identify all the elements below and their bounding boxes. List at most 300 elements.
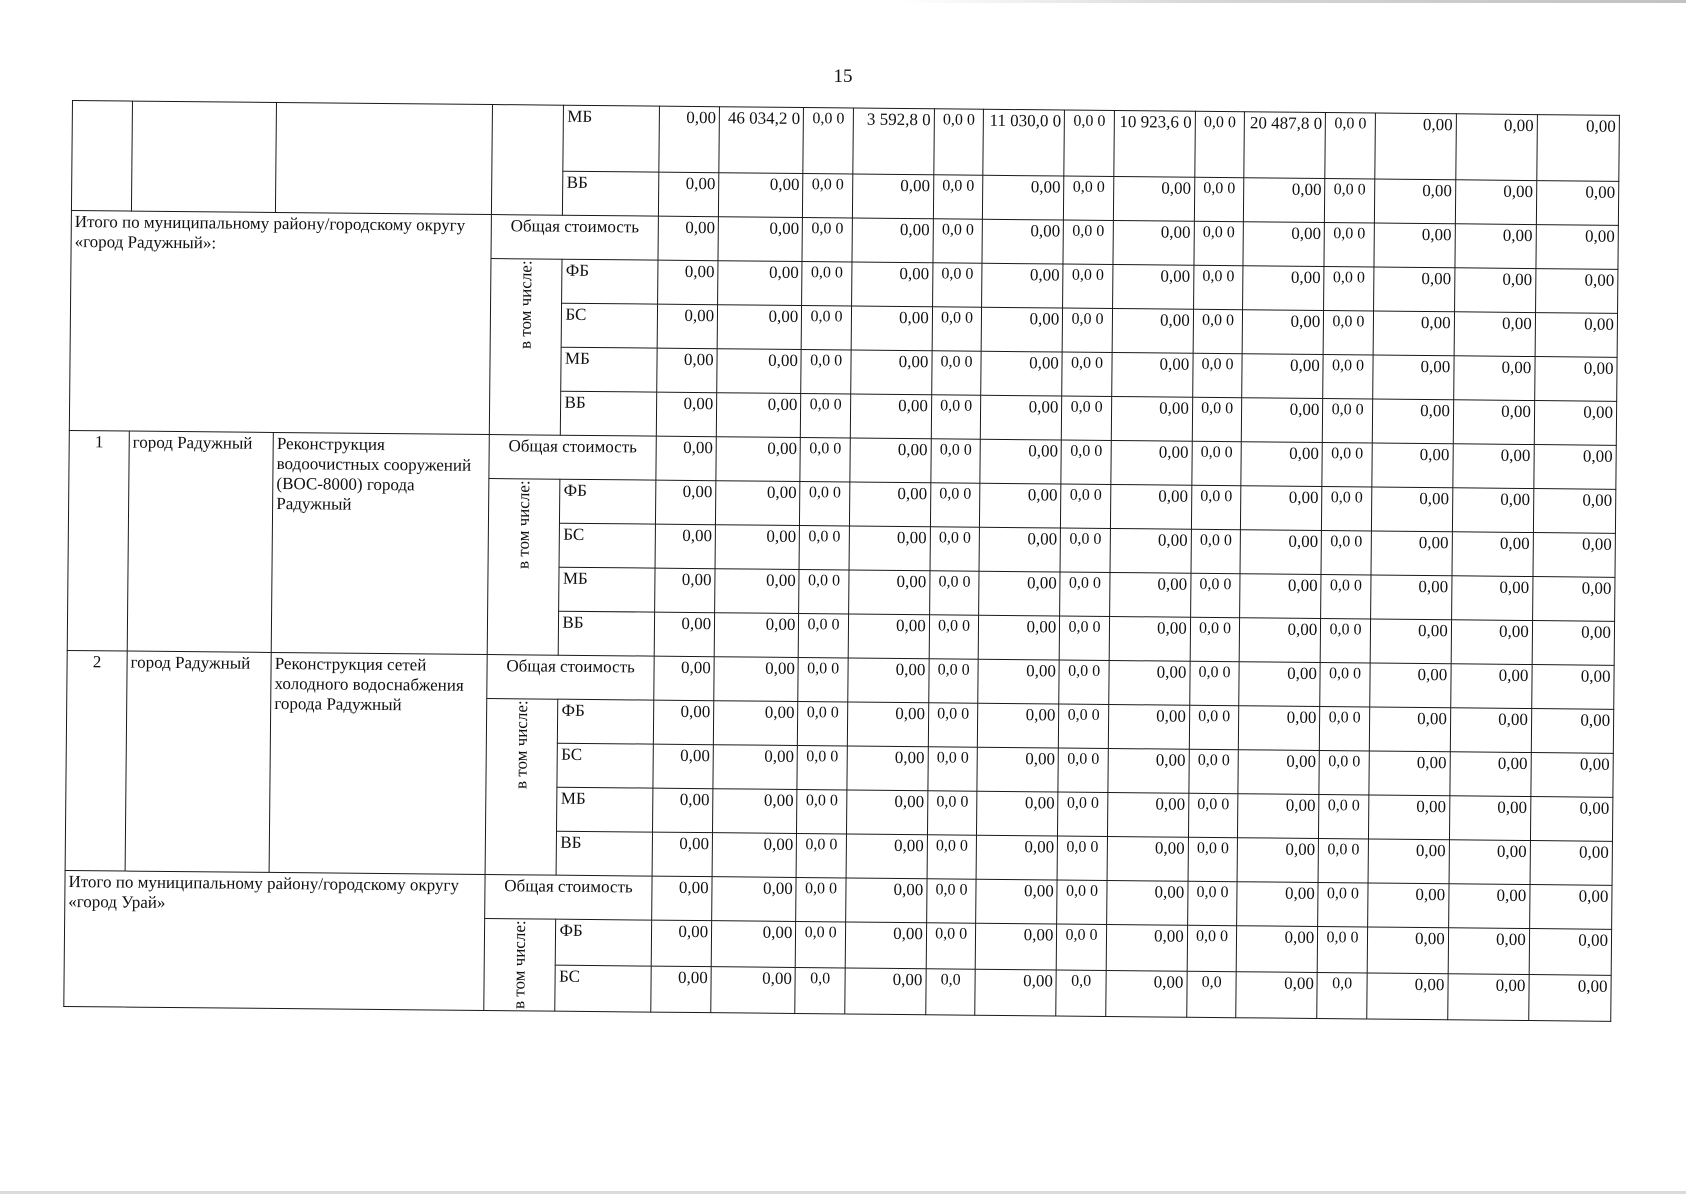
value-cell: 0,00 [658, 260, 718, 305]
value-cell: 0,0 0 [1317, 926, 1367, 972]
value-cell: 0,00 [1454, 268, 1535, 313]
value-cell: 0,00 [1238, 794, 1319, 839]
value-cell: 0,00 [1243, 266, 1324, 311]
value-cell: 0,00 [1374, 179, 1455, 224]
value-cell: 0,00 [1535, 313, 1618, 358]
value-cell: 0,00 [657, 348, 717, 393]
value-cell: 0,0 0 [932, 351, 982, 395]
value-cell: 0,0 0 [800, 438, 850, 482]
value-cell: 0,00 [1372, 399, 1453, 444]
value-cell: 0,00 [657, 304, 717, 349]
value-cell: 0,00 [653, 744, 713, 789]
value-cell: 0,00 [845, 968, 926, 1015]
source-label: БС [557, 743, 653, 788]
value-cell: 0,00 [717, 349, 802, 394]
value-cell: 0,0 0 [797, 745, 847, 789]
value-cell: 0,00 [1370, 619, 1451, 664]
value-cell: 0,0 0 [1062, 308, 1112, 352]
value-cell: 0,00 [654, 700, 714, 745]
value-cell: 0,00 [1455, 180, 1536, 225]
value-cell: 0,00 [1535, 357, 1618, 402]
value-cell: 0,00 [1242, 354, 1323, 399]
value-cell: 0,0 0 [798, 658, 848, 702]
value-cell: 0,00 [1535, 269, 1618, 314]
source-label: ФБ [562, 259, 658, 304]
value-cell: 0,00 [1532, 621, 1615, 666]
value-cell: 0,00 [651, 920, 711, 966]
value-cell: 0,0 0 [1190, 617, 1240, 661]
value-cell: 0,00 [1371, 531, 1452, 576]
value-cell: 0,0 0 [931, 395, 981, 439]
value-cell: 0,00 [711, 966, 796, 1013]
value-cell: 0,00 [1109, 616, 1190, 661]
value-cell: 0,0 0 [1323, 355, 1373, 399]
value-cell: 0,00 [655, 524, 715, 569]
value-cell: 0,00 [851, 262, 932, 307]
value-cell: 0,0 0 [803, 108, 853, 174]
value-cell: 0,0 0 [1192, 397, 1242, 441]
value-cell: 0,0 0 [802, 218, 852, 262]
value-cell: 0,00 [716, 393, 801, 438]
value-cell: 0,0 0 [1193, 265, 1243, 309]
value-cell: 0,0 0 [934, 109, 984, 175]
value-cell: 0,00 [852, 174, 933, 219]
value-cell: 0,0 0 [928, 703, 978, 747]
value-cell: 0,0 0 [926, 923, 976, 969]
value-cell: 0,0 0 [1195, 111, 1245, 177]
total-cost-label: Общая стоимость [487, 655, 655, 701]
value-cell: 0,00 [717, 305, 802, 350]
value-cell: 0,0 0 [1060, 616, 1110, 660]
value-cell: 0,0 0 [796, 921, 846, 967]
value-cell: 0,0 0 [1062, 352, 1112, 396]
value-cell: 0,00 [1533, 533, 1616, 578]
total-cost-label: Общая стоимость [485, 874, 653, 920]
value-cell: 0,00 [657, 392, 717, 437]
value-cell: 0,00 [1367, 927, 1448, 974]
value-cell: 0,00 [1111, 396, 1192, 441]
value-cell: 0,00 [1451, 576, 1532, 621]
value-cell: 0,00 [1108, 704, 1189, 749]
value-cell: 0,00 [718, 261, 803, 306]
source-label: ФБ [556, 919, 652, 966]
value-cell: 0,0 0 [932, 307, 982, 351]
value-cell: 46 034,2 0 [719, 107, 804, 174]
value-cell: 0,00 [850, 438, 931, 483]
value-cell: 0,00 [1530, 797, 1613, 842]
value-cell: 11 030,0 0 [983, 109, 1065, 176]
table-row [72, 101, 1620, 182]
including-label-cell [485, 699, 558, 876]
municipality-name: город Радужный [125, 651, 271, 872]
value-cell: 0,0 0 [1062, 396, 1112, 440]
value-cell: 0,00 [1453, 400, 1534, 445]
value-cell: 0,0 0 [932, 263, 982, 307]
value-cell: 0,00 [976, 879, 1057, 924]
value-cell: 0,00 [1239, 662, 1320, 707]
value-cell: 0,0 0 [1060, 572, 1110, 616]
value-cell: 0,00 [1243, 222, 1324, 267]
source-label: ФБ [560, 479, 656, 524]
value-cell: 0,00 [1448, 928, 1529, 975]
value-cell: 0,00 [1369, 663, 1450, 708]
value-cell: 0,00 [980, 439, 1061, 484]
source-label: БС [555, 965, 651, 1012]
value-cell: 0,0 0 [1191, 529, 1241, 573]
project-name: Реконструкция водоочистных сооружений (ВОС-8000) города Радужный [271, 432, 489, 654]
value-cell: 20 487,8 0 [1244, 112, 1326, 179]
including-label-cell [484, 918, 556, 1010]
value-cell: 0,0 0 [1324, 223, 1374, 267]
value-cell: 0,00 [719, 173, 804, 218]
value-cell: 0,00 [712, 877, 797, 922]
value-cell: 0,0 [1187, 971, 1237, 1017]
value-cell: 0,00 [846, 834, 927, 879]
value-cell: 0,0 0 [1323, 399, 1373, 443]
value-cell: 0,00 [652, 876, 712, 921]
value-cell: 0,0 0 [1058, 792, 1108, 836]
value-cell: 0,00 [712, 833, 797, 878]
value-cell: 0,00 [1237, 882, 1318, 927]
source-label: ФБ [558, 699, 654, 744]
value-cell: 0,00 [846, 790, 927, 835]
value-cell: 0,00 [1450, 752, 1531, 797]
value-cell: 0,0 0 [1060, 528, 1110, 572]
value-cell: 0,00 [980, 483, 1061, 528]
value-cell: 0,0 0 [1193, 309, 1243, 353]
value-cell: 0,00 [981, 395, 1062, 440]
value-cell: 0,00 [1534, 445, 1617, 490]
value-cell: 0,0 0 [1188, 837, 1238, 881]
value-cell: 0,0 0 [1322, 487, 1372, 531]
value-cell: 0,00 [850, 394, 931, 439]
value-cell: 0,00 [849, 526, 930, 571]
budget-table-body [64, 101, 1620, 1021]
including-label: в том числе: [511, 700, 532, 790]
municipality-name: город Радужный [127, 431, 273, 652]
value-cell: 0,00 [1448, 884, 1529, 929]
value-cell: 0,00 [847, 702, 928, 747]
value-cell: 0,00 [1237, 838, 1318, 883]
value-cell: 0,00 [848, 570, 929, 615]
value-cell: 0,0 0 [1191, 485, 1241, 529]
value-cell: 0,0 0 [1325, 179, 1375, 223]
value-cell: 0,00 [1536, 225, 1619, 270]
value-cell: 0,00 [652, 832, 712, 877]
value-cell: 0,0 0 [933, 219, 983, 263]
value-cell: 0,0 0 [1193, 353, 1243, 397]
budget-table [63, 100, 1620, 1021]
value-cell: 0,00 [656, 436, 716, 481]
value-cell: 0,00 [848, 658, 929, 703]
value-cell: 0,00 [1453, 356, 1534, 401]
value-cell: 0,00 [656, 480, 716, 525]
value-cell: 0,00 [1371, 487, 1452, 532]
including-label: в том числе: [513, 480, 534, 570]
total-cost-label: Общая стоимость [491, 215, 659, 261]
source-label: БС [559, 523, 655, 568]
value-cell: 0,00 [1373, 311, 1454, 356]
source-label: МБ [559, 567, 655, 612]
value-cell: 0,00 [1106, 970, 1187, 1017]
value-cell: 0,00 [1107, 836, 1188, 881]
value-cell: 0,00 [1236, 926, 1317, 973]
value-cell: 0,0 0 [1320, 619, 1370, 663]
value-cell: 0,00 [658, 216, 718, 261]
value-cell: 0,0 0 [1318, 839, 1368, 883]
value-cell: 0,0 0 [1057, 924, 1107, 970]
source-label: ВБ [563, 171, 659, 216]
source-label: БС [562, 303, 658, 348]
value-cell: 0,0 0 [1189, 705, 1239, 749]
value-cell: 0,0 0 [802, 306, 852, 350]
value-cell: 0,00 [1532, 665, 1615, 710]
subtotal-label: Итого по муниципальному району/городскому округу «город Урай» [64, 870, 485, 1010]
value-cell: 0,00 [849, 482, 930, 527]
value-cell: 0,00 [713, 745, 798, 790]
including-label: в том числе: [515, 260, 536, 350]
value-cell: 0,0 0 [1320, 663, 1370, 707]
value-cell: 0,00 [714, 613, 799, 658]
value-cell: 0,00 [851, 306, 932, 351]
value-cell: 0,00 [845, 922, 926, 969]
value-cell: 0,0 0 [1063, 264, 1113, 308]
value-cell: 0,00 [1455, 224, 1536, 269]
value-cell: 0,00 [976, 835, 1057, 880]
value-cell: 0,00 [1367, 883, 1448, 928]
value-cell: 0,0 0 [801, 350, 851, 394]
value-cell: 0,0 0 [927, 791, 977, 835]
source-label: МБ [563, 105, 659, 172]
value-cell: 0,0 0 [1194, 177, 1244, 221]
value-cell: 0,0 0 [1321, 531, 1371, 575]
value-cell: 0,0 0 [929, 571, 979, 615]
value-cell: 0,00 [1108, 748, 1189, 793]
source-label: ВБ [559, 611, 655, 656]
value-cell: 0,00 [1368, 795, 1449, 840]
value-cell: 0,0 0 [927, 835, 977, 879]
value-cell: 0,00 [1241, 442, 1322, 487]
value-cell: 0,0 0 [1187, 925, 1237, 971]
value-cell: 0,00 [975, 969, 1056, 1016]
value-cell: 0,00 [1109, 572, 1190, 617]
value-cell: 0,0 0 [799, 526, 849, 570]
value-cell: 0,00 [1113, 177, 1194, 222]
value-cell: 0,00 [715, 569, 800, 614]
value-cell: 0,00 [1529, 885, 1612, 930]
value-cell: 0,00 [1374, 223, 1455, 268]
value-cell: 0,0 0 [796, 833, 846, 877]
value-cell: 0,0 [926, 969, 976, 1015]
value-cell: 0,00 [1529, 929, 1612, 976]
value-cell: 0,00 [1453, 444, 1534, 489]
value-cell: 0,00 [979, 571, 1060, 616]
value-cell: 0,00 [1240, 530, 1321, 575]
value-cell: 0,0 0 [802, 262, 852, 306]
value-cell: 0,00 [1111, 352, 1192, 397]
value-cell: 0,00 [1449, 840, 1530, 885]
value-cell: 0,0 0 [798, 701, 848, 745]
value-cell: 0,00 [979, 527, 1060, 572]
value-cell: 0,0 0 [1057, 880, 1107, 924]
value-cell: 0,00 [713, 789, 798, 834]
value-cell: 0,00 [711, 921, 796, 968]
blank-index-cell [71, 101, 132, 212]
scan-edge-bottom [0, 1191, 1686, 1194]
value-cell: 0,00 [1370, 575, 1451, 620]
value-cell: 0,0 0 [797, 789, 847, 833]
value-cell: 0,0 0 [1061, 484, 1111, 528]
source-label: МБ [557, 787, 653, 832]
value-cell: 0,0 0 [801, 394, 851, 438]
value-cell: 0,00 [1452, 532, 1533, 577]
including-label-cell [487, 479, 560, 656]
value-cell: 0,00 [976, 923, 1057, 970]
value-cell: 0,00 [1536, 181, 1619, 226]
value-cell: 0,00 [716, 437, 801, 482]
value-cell: 10 923,6 0 [1114, 111, 1196, 178]
value-cell: 0,00 [1369, 707, 1450, 752]
value-cell: 0,00 [1244, 178, 1325, 223]
value-cell: 0,00 [1109, 660, 1190, 705]
value-cell: 0,00 [977, 747, 1058, 792]
value-cell: 0,0 0 [1187, 881, 1237, 925]
blank-project-cell [276, 102, 493, 214]
value-cell: 0,0 0 [796, 877, 846, 921]
value-cell: 0,00 [1531, 753, 1614, 798]
value-cell: 0,0 0 [930, 483, 980, 527]
row-index: 2 [65, 650, 127, 871]
value-cell: 0,00 [1450, 708, 1531, 753]
including-label: в том числе: [509, 920, 530, 1010]
value-cell: 0,00 [1242, 310, 1323, 355]
value-cell: 0,0 0 [803, 174, 853, 218]
value-cell: 0,00 [1375, 113, 1457, 180]
value-cell: 0,0 0 [1189, 749, 1239, 793]
value-cell: 0,00 [1372, 443, 1453, 488]
value-cell: 0,00 [1454, 312, 1535, 357]
source-label: ВБ [557, 831, 653, 876]
value-cell: 0,0 0 [1064, 176, 1114, 220]
total-cost-label: Общая стоимость [489, 435, 657, 481]
value-cell: 0,0 0 [928, 747, 978, 791]
scan-edge-top [900, 0, 1686, 3]
value-cell: 0,00 [1449, 796, 1530, 841]
value-cell: 0,0 0 [929, 615, 979, 659]
value-cell: 0,00 [982, 263, 1063, 308]
value-cell: 0,00 [981, 351, 1062, 396]
value-cell: 0,0 0 [1319, 751, 1369, 795]
value-cell: 0,00 [978, 615, 1059, 660]
value-cell: 0,00 [1451, 620, 1532, 665]
value-cell: 0,00 [1110, 484, 1191, 529]
value-cell: 0,0 0 [1322, 443, 1372, 487]
value-cell: 0,00 [716, 481, 801, 526]
value-cell: 0,00 [1531, 709, 1614, 754]
value-cell: 0,00 [1240, 574, 1321, 619]
value-cell: 0,00 [1112, 264, 1193, 309]
value-cell: 0,0 0 [1059, 704, 1109, 748]
subtotal-label: Итого по муниципальному району/городскому округу «город Радужный»: [69, 210, 491, 434]
value-cell: 0,0 0 [1058, 748, 1108, 792]
row-index: 1 [67, 430, 129, 651]
value-cell: 3 592,8 0 [853, 108, 935, 175]
value-cell: 0,0 0 [1061, 440, 1111, 484]
value-cell: 0,0 0 [1190, 661, 1240, 705]
value-cell: 0,00 [1113, 221, 1194, 266]
value-cell: 0,00 [1241, 486, 1322, 531]
value-cell: 0,00 [659, 106, 720, 173]
value-cell: 0,0 0 [799, 614, 849, 658]
page-number: 15 [833, 66, 853, 87]
value-cell: 0,0 0 [800, 482, 850, 526]
value-cell: 0,00 [1242, 398, 1323, 443]
value-cell: 0,0 [1056, 970, 1106, 1016]
value-cell: 0,0 0 [931, 439, 981, 483]
value-cell: 0,00 [1529, 974, 1612, 1021]
value-cell: 0,0 0 [1321, 575, 1371, 619]
value-cell: 0,00 [852, 218, 933, 263]
value-cell: 0,00 [718, 217, 803, 262]
value-cell: 0,0 0 [1325, 113, 1375, 179]
value-cell: 0,00 [1534, 401, 1617, 446]
value-cell: 0,00 [982, 219, 1063, 264]
value-cell: 0,0 0 [927, 879, 977, 923]
value-cell: 0,00 [1532, 577, 1615, 622]
value-cell: 0,00 [981, 307, 1062, 352]
value-cell: 0,00 [1236, 972, 1317, 1019]
value-cell: 0,0 0 [1188, 793, 1238, 837]
value-cell: 0,00 [1239, 706, 1320, 751]
value-cell: 0,0 [795, 967, 845, 1013]
value-cell: 0,0 0 [1318, 883, 1368, 927]
value-cell: 0,00 [1537, 115, 1620, 182]
value-cell: 0,0 0 [929, 659, 979, 703]
value-cell: 0,00 [1367, 973, 1448, 1020]
value-cell: 0,00 [1238, 750, 1319, 795]
value-cell: 0,00 [1111, 440, 1192, 485]
value-cell: 0,0 0 [933, 175, 983, 219]
value-cell: 0,00 [655, 568, 715, 613]
source-label: ВБ [561, 391, 657, 436]
source-label: МБ [561, 347, 657, 392]
including-label-cell [489, 259, 562, 436]
value-cell: 0,00 [714, 701, 799, 746]
value-cell: 0,0 [1317, 972, 1367, 1018]
value-cell: 0,00 [1110, 528, 1191, 573]
value-cell: 0,00 [715, 525, 800, 570]
value-cell: 0,00 [1452, 488, 1533, 533]
value-cell: 0,0 0 [799, 570, 849, 614]
value-cell: 0,00 [848, 614, 929, 659]
value-cell: 0,00 [983, 175, 1064, 220]
value-cell: 0,0 0 [1190, 573, 1240, 617]
value-cell: 0,00 [659, 172, 719, 217]
value-cell: 0,0 0 [1324, 267, 1374, 311]
budget-table-sheet [63, 100, 1620, 1021]
value-cell: 0,00 [1106, 880, 1187, 925]
value-cell: 0,00 [1369, 751, 1450, 796]
value-cell: 0,00 [714, 657, 799, 702]
value-cell: 0,00 [1448, 974, 1529, 1021]
value-cell: 0,00 [1372, 355, 1453, 400]
blank-municipality-cell [131, 101, 276, 212]
value-cell: 0,0 0 [1057, 836, 1107, 880]
value-cell: 0,00 [1106, 924, 1187, 971]
value-cell: 0,0 0 [1320, 707, 1370, 751]
value-cell: 0,00 [653, 788, 713, 833]
value-cell: 0,0 0 [1059, 660, 1109, 704]
